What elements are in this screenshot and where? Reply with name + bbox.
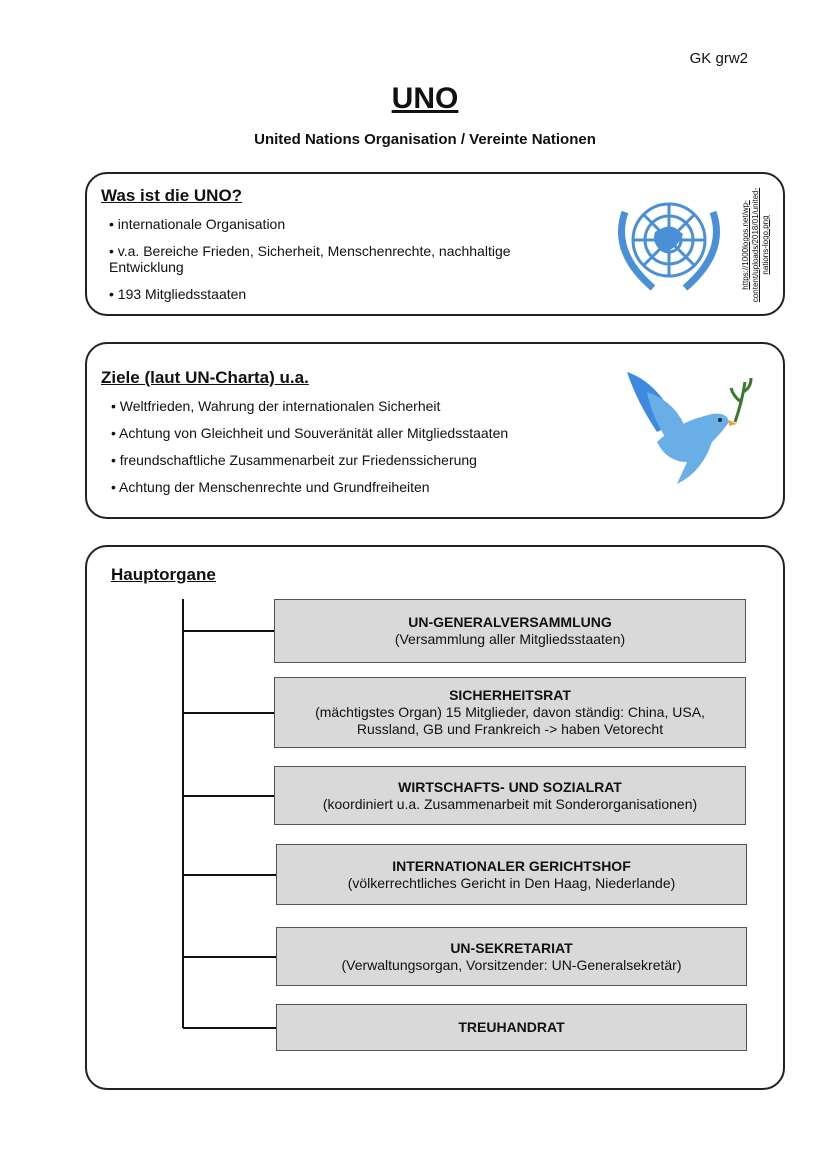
organ-box [276, 1004, 747, 1051]
organ-box [276, 844, 747, 905]
organ-description: (koordiniert u.a. Zusammenarbeit mit Sonderorganisationen) [322, 795, 698, 812]
connector-line [183, 795, 274, 797]
organ-box [274, 677, 746, 748]
course-label: GK grw2 [689, 50, 748, 67]
list-item: • Achtung der Menschenrechte und Grundfreiheiten [111, 479, 430, 495]
page-subtitle: United Nations Organisation / Vereinte Nationen [254, 131, 596, 148]
un-logo-icon [607, 192, 731, 296]
organ-box [274, 766, 746, 825]
organ-description: (völkerrechtliches Gericht in Den Haag, Niederlande) [347, 874, 676, 891]
list-item: • v.a. Bereiche Frieden, Sicherheit, Menschenrechte, nachhaltige Entwicklung [109, 243, 511, 275]
section-heading: Hauptorgane [111, 565, 216, 584]
organ-box [274, 599, 746, 663]
bullet-list [111, 398, 611, 506]
organ-description: (Verwaltungsorgan, Vorsitzender: UN-Generalsekretär) [341, 956, 682, 973]
section-heading: Was ist die UNO? [101, 186, 243, 205]
organ-name: INTERNATIONALER GERICHTSHOF [392, 857, 631, 874]
organ-box [276, 927, 747, 986]
organ-name: UN-SEKRETARIAT [450, 939, 573, 956]
list-item: • internationale Organisation [109, 216, 286, 232]
organ-description: (Versammlung aller Mitgliedsstaaten) [394, 631, 626, 647]
organ-name: WIRTSCHAFTS- UND SOZIALRAT [398, 778, 622, 795]
list-item: • 193 Mitgliedsstaaten [109, 286, 247, 302]
organ-name: SICHERHEITSRAT [449, 687, 571, 703]
organ-description: (mächtigstes Organ) 15 Mitglieder, davon ständig: China, USA, Russland, GB und Frankreich -> haben Vetorecht [315, 704, 705, 737]
connector-line [183, 956, 276, 958]
connector-line [183, 874, 276, 876]
list-item: • Achtung von Gleichheit und Souveränität aller Mitgliedsstaaten [111, 425, 509, 441]
connector-line [183, 712, 274, 714]
section-goals [85, 342, 785, 519]
list-item: • freundschaftliche Zusammenarbeit zur Friedenssicherung [111, 452, 477, 468]
connector-line [183, 1027, 276, 1029]
image-source-link[interactable]: https://1000logos.net/wp-content/uploads/2018/01/united-nations-logo.png [741, 187, 770, 303]
bullet-list [109, 216, 579, 313]
tree-trunk-line [182, 599, 184, 1028]
list-item: • Weltfrieden, Wahrung der internationalen Sicherheit [111, 398, 441, 414]
page-title: UNO [391, 82, 459, 115]
connector-line [183, 630, 274, 632]
peace-dove-icon [617, 362, 757, 502]
organ-name: TREUHANDRAT [458, 1019, 565, 1035]
section-what-is-uno [85, 172, 785, 316]
organ-name: UN-GENERALVERSAMMLUNG [408, 614, 612, 630]
section-heading: Ziele (laut UN-Charta) u.a. [101, 368, 309, 387]
